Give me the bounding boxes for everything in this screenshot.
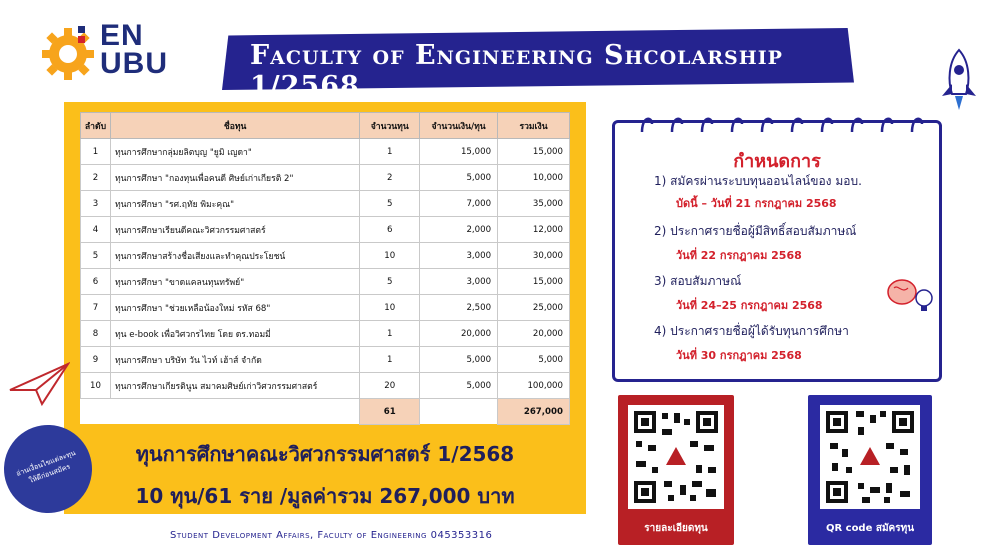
cell-no: 1: [81, 139, 111, 165]
schedule-step-1: 1) สมัครผ่านระบบทุนออนไลน์ของ มอบ.: [654, 174, 862, 188]
cell-count: 5: [360, 269, 420, 295]
cell-no: 8: [81, 321, 111, 347]
cell-amount: 2,500: [420, 295, 498, 321]
cell-total: 30,000: [498, 243, 570, 269]
cell-total: 12,000: [498, 217, 570, 243]
cell-amount: 2,000: [420, 217, 498, 243]
qr-code-details-icon[interactable]: [628, 405, 724, 509]
notebook-rings-icon: [632, 110, 932, 134]
qr-details-label: รายละเอียดทุน: [644, 523, 708, 534]
cell-count: 1: [360, 321, 420, 347]
cell-name: ทุนการศึกษาเรียนดีคณะวิศวกรรมศาสตร์: [110, 217, 359, 243]
paper-plane-icon: [8, 360, 70, 408]
cell-amount: 7,000: [420, 191, 498, 217]
cell-count: 5: [360, 191, 420, 217]
qr-apply-label: QR code สมัครทุน: [825, 523, 915, 534]
table-row: [81, 217, 570, 243]
logo-line2: UBU: [100, 47, 168, 80]
cell-no: 10: [81, 373, 111, 399]
cell-amount: 20,000: [420, 321, 498, 347]
schedule-date-2: วันที่ 22 กรกฎาคม 2568: [676, 249, 802, 262]
scholarship-table: [80, 112, 570, 425]
cell-total: 35,000: [498, 191, 570, 217]
schedule-step-4: 4) ประกาศรายชื่อผู้ได้รับทุนการศึกษา: [654, 324, 849, 338]
cell-no: 7: [81, 295, 111, 321]
table-total-row: [81, 399, 570, 425]
qr-card-apply[interactable]: [808, 395, 932, 545]
cell-no: 3: [81, 191, 111, 217]
schedule-date-1: บัดนี้ – วันที่ 21 กรกฎาคม 2568: [676, 197, 837, 210]
cell-amount: 3,000: [420, 269, 498, 295]
col-header-count: จำนวนทุน: [360, 113, 420, 139]
page-title: Faculty of Engineering Shcolarship 1/2568: [250, 40, 783, 102]
col-header-name: ชื่อทุน: [110, 113, 359, 139]
cell-no: 4: [81, 217, 111, 243]
schedule-title: กำหนดการ: [733, 151, 821, 172]
table-row: [81, 191, 570, 217]
cell-total: 100,000: [498, 373, 570, 399]
enubu-logo: [38, 20, 188, 84]
brain-bulb-icon: [882, 272, 938, 316]
table-row: [81, 347, 570, 373]
cell-total: 15,000: [498, 269, 570, 295]
summary-totals: 10 ทุน/61 ราย /มูลค่ารวม 267,000 บาท: [135, 484, 515, 508]
table-body: [81, 139, 570, 425]
schedule-date-3: วันที่ 24–25 กรกฎาคม 2568: [676, 299, 823, 312]
empty-cell: [110, 399, 359, 425]
cell-name: ทุนการศึกษา บริษัท วัน ไวท์ เฮ้าส์ จำกัด: [110, 347, 359, 373]
empty-cell: [420, 399, 498, 425]
footer-contact: Student Development Affairs, Faculty of Engineering 045353316: [170, 530, 493, 541]
cell-count: 10: [360, 243, 420, 269]
cell-count: 1: [360, 139, 420, 165]
total-amount: 267,000: [498, 399, 570, 425]
col-header-no: ลำดับ: [81, 113, 111, 139]
cell-name: ทุนการศึกษาเกียรตินูน สมาคมศิษย์เก่าวิศวกรรมศาสตร์: [110, 373, 359, 399]
qr-card-details[interactable]: [618, 395, 734, 545]
cell-total: 20,000: [498, 321, 570, 347]
cell-name: ทุนการศึกษากลุ่มยลิตบุญ "ยูมิ เญดา": [110, 139, 359, 165]
table-row: [81, 295, 570, 321]
logo-line1: EN: [100, 19, 144, 52]
col-header-amount: จำนวนเงิน/ทุน: [420, 113, 498, 139]
schedule-step-3: 3) สอบสัมภาษณ์: [654, 274, 742, 288]
rocket-icon: [936, 48, 982, 114]
cell-name: ทุนการศึกษา "รศ.ฤทัย พิมะคุณ": [110, 191, 359, 217]
table-row: [81, 269, 570, 295]
cell-total: 25,000: [498, 295, 570, 321]
total-count: 61: [360, 399, 420, 425]
schedule-step-2: 2) ประกาศรายชื่อผู้มีสิทธิ์สอบสัมภาษณ์: [654, 224, 857, 238]
cell-no: 9: [81, 347, 111, 373]
cell-amount: 3,000: [420, 243, 498, 269]
cell-no: 2: [81, 165, 111, 191]
cell-count: 6: [360, 217, 420, 243]
table-row: [81, 165, 570, 191]
table-row: [81, 373, 570, 399]
table-row: [81, 243, 570, 269]
col-header-total: รวมเงิน: [498, 113, 570, 139]
cell-name: ทุนการศึกษา "ขาดแคลนทุนทรัพย์": [110, 269, 359, 295]
logo-text: [100, 19, 168, 80]
cell-count: 10: [360, 295, 420, 321]
cell-amount: 5,000: [420, 373, 498, 399]
cell-amount: 5,000: [420, 165, 498, 191]
cell-amount: 15,000: [420, 139, 498, 165]
summary-title: ทุนการศึกษาคณะวิศวกรรมศาสตร์ 1/2568: [135, 442, 515, 466]
cell-name: ทุนการศึกษา "กองทุนเพื่อคนดี ศิษย์เก่าเกียรติ 2": [110, 165, 359, 191]
cell-amount: 5,000: [420, 347, 498, 373]
schedule-date-4: วันที่ 30 กรกฎาคม 2568: [676, 349, 802, 362]
cell-name: ทุน e-book เพื่อวิศวกรไทย โดย ดร.ทอมมี่: [110, 321, 359, 347]
gear-icon: [38, 24, 98, 84]
cell-count: 20: [360, 373, 420, 399]
cell-total: 10,000: [498, 165, 570, 191]
cell-no: 5: [81, 243, 111, 269]
qr-code-apply-icon[interactable]: [820, 405, 920, 509]
cell-name: ทุนการศึกษาสร้างชื่อเสียงและทำคุณประโยชน์: [110, 243, 359, 269]
table-row: [81, 139, 570, 165]
read-conditions-badge: อ่านเงื่อนไขแต่ละทุน ให้ดีก่อนสมัคร: [0, 413, 104, 526]
cell-count: 2: [360, 165, 420, 191]
cell-total: 15,000: [498, 139, 570, 165]
cell-no: 6: [81, 269, 111, 295]
cell-count: 1: [360, 347, 420, 373]
empty-cell: [81, 399, 111, 425]
table-row: [81, 321, 570, 347]
scholarship-table-container: [80, 112, 570, 424]
cell-total: 5,000: [498, 347, 570, 373]
cell-name: ทุนการศึกษา "ช่วยเหลือน้องใหม่ รหัส 68": [110, 295, 359, 321]
